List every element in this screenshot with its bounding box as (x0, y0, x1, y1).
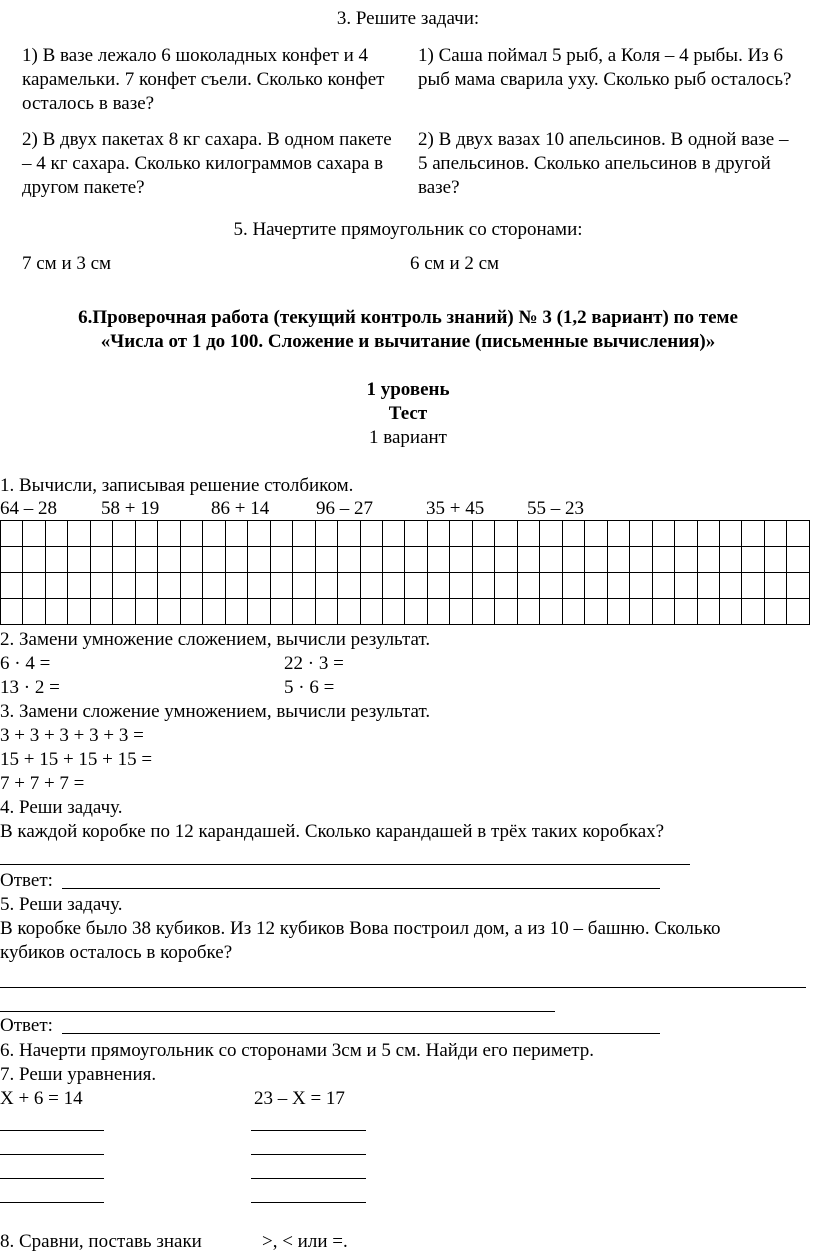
grid-cell[interactable] (787, 599, 810, 625)
problem-right-2: 2) В двух вазах 10 апельсинов. В одной вазе – 5 апельсинов. Сколько апельсинов в другой вазе? (418, 129, 789, 198)
grid-cell[interactable] (472, 573, 494, 599)
task3-text: 3. Замени сложение умножением, вычисли результат. (0, 701, 431, 722)
grid-cell[interactable] (23, 547, 45, 573)
grid-cell[interactable] (158, 547, 180, 573)
grid-cell[interactable] (472, 599, 494, 625)
grid-cell[interactable] (382, 521, 404, 547)
task6-text: 6. Начерти прямоугольник со сторонами 3см и 5 см. Найди его периметр. (0, 1040, 595, 1061)
grid-row (1, 599, 810, 625)
grid-cell[interactable] (23, 599, 45, 625)
task2-item-2: 22 · 3 = (284, 653, 344, 674)
problem-left-1: 1) В вазе лежало 6 шоколадных конфет и 4 карамельки. 7 конфет съели. Сколько конфет осталось в вазе? (22, 45, 385, 114)
grid-cell[interactable] (90, 547, 112, 573)
grid-cell[interactable] (180, 521, 202, 547)
grid-cell[interactable] (382, 599, 404, 625)
grid-cell[interactable] (562, 521, 584, 547)
grid-cell[interactable] (630, 599, 652, 625)
grid-cell[interactable] (90, 599, 112, 625)
grid-cell[interactable] (540, 521, 562, 547)
grid-cell[interactable] (517, 599, 539, 625)
grid-cell[interactable] (720, 521, 742, 547)
grid-cell[interactable] (225, 573, 247, 599)
equation-1: Х + 6 = 14 (0, 1088, 83, 1109)
test-heading: Тест (388, 403, 428, 424)
grid-cell[interactable] (517, 573, 539, 599)
grid-cell[interactable] (764, 521, 786, 547)
grid-cell[interactable] (540, 573, 562, 599)
grid-cell[interactable] (652, 521, 674, 547)
grid-cell[interactable] (495, 521, 517, 547)
calculation-grid[interactable] (0, 520, 810, 625)
grid-cell[interactable] (180, 573, 202, 599)
grid-cell[interactable] (315, 547, 337, 573)
task5-answer-label: Ответ: (0, 1015, 53, 1036)
grid-cell[interactable] (720, 547, 742, 573)
grid-cell[interactable] (1, 599, 23, 625)
grid-cell[interactable] (315, 599, 337, 625)
grid-cell[interactable] (248, 573, 270, 599)
grid-cell[interactable] (472, 547, 494, 573)
grid-cell[interactable] (585, 573, 607, 599)
grid-cell[interactable] (270, 573, 292, 599)
grid-cell[interactable] (450, 573, 472, 599)
grid-cell[interactable] (203, 547, 225, 573)
grid-cell[interactable] (742, 547, 764, 573)
grid-cell[interactable] (630, 521, 652, 547)
grid-cell[interactable] (23, 573, 45, 599)
grid-row (1, 521, 810, 547)
grid-cell[interactable] (113, 573, 135, 599)
variant-heading: 1 вариант (369, 427, 447, 448)
expression-2: 58 + 19 (101, 498, 160, 519)
task2-text: 2. Замени умножение сложением, вычисли результат. (0, 629, 431, 650)
problem-right-1: 1) Саша поймал 5 рыб, а Коля – 4 рыбы. Из 6 рыб мама сварила уху. Сколько рыб осталось? (418, 45, 792, 90)
grid-cell[interactable] (764, 573, 786, 599)
task5-solution-line-1[interactable] (0, 987, 806, 988)
grid-cell[interactable] (338, 573, 360, 599)
rect-sides-left: 7 см и 3 см (22, 253, 112, 274)
grid-cell[interactable] (450, 547, 472, 573)
eq1-line-1[interactable] (0, 1130, 104, 1131)
task5-text: 5. Реши задачу. (0, 894, 123, 915)
grid-cell[interactable] (360, 599, 382, 625)
grid-cell[interactable] (158, 521, 180, 547)
grid-cell[interactable] (720, 599, 742, 625)
grid-cell[interactable] (742, 599, 764, 625)
grid-row (1, 547, 810, 573)
grid-cell[interactable] (562, 547, 584, 573)
eq2-line-2[interactable] (251, 1154, 366, 1155)
grid-cell[interactable] (248, 547, 270, 573)
grid-cell[interactable] (180, 599, 202, 625)
grid-cell[interactable] (630, 547, 652, 573)
grid-cell[interactable] (203, 521, 225, 547)
task7-text: 7. Реши уравнения. (0, 1064, 157, 1085)
grid-cell[interactable] (405, 599, 427, 625)
grid-cell[interactable] (338, 599, 360, 625)
grid-cell[interactable] (517, 547, 539, 573)
grid-cell[interactable] (225, 521, 247, 547)
problem-left-2: 2) В двух пакетах 8 кг сахара. В одном пакете – 4 кг сахара. Сколько килограммов сахара в другом пакете? (22, 129, 392, 198)
grid-cell[interactable] (450, 521, 472, 547)
grid-cell[interactable] (585, 521, 607, 547)
grid-cell[interactable] (23, 521, 45, 547)
grid-cell[interactable] (113, 599, 135, 625)
grid-cell[interactable] (607, 599, 629, 625)
grid-cell[interactable] (68, 547, 90, 573)
grid-cell[interactable] (427, 547, 449, 573)
grid-cell[interactable] (135, 547, 157, 573)
grid-cell[interactable] (405, 573, 427, 599)
expression-4: 96 – 27 (316, 498, 373, 519)
grid-cell[interactable] (675, 547, 697, 573)
grid-cell[interactable] (203, 573, 225, 599)
grid-cell[interactable] (135, 599, 157, 625)
task5-problem-line1: В коробке было 38 кубиков. Из 12 кубиков Вова построил дом, а из 10 – башню. Сколько (0, 918, 721, 939)
grid-cell[interactable] (405, 547, 427, 573)
grid-cell[interactable] (450, 599, 472, 625)
task4-solution-line[interactable] (0, 864, 690, 865)
grid-cell[interactable] (270, 547, 292, 573)
grid-cell[interactable] (787, 521, 810, 547)
grid-cell[interactable] (225, 547, 247, 573)
expression-3: 86 + 14 (211, 498, 270, 519)
task1-text: 1. Вычисли, записывая решение столбиком. (0, 475, 354, 496)
expression-1: 64 – 28 (0, 498, 57, 519)
eq2-line-3[interactable] (251, 1178, 366, 1179)
task4-answer-line[interactable] (62, 888, 660, 889)
grid-cell[interactable] (742, 521, 764, 547)
section3-heading: 3. Решите задачи: (336, 8, 480, 29)
grid-cell[interactable] (787, 573, 810, 599)
grid-cell[interactable] (652, 599, 674, 625)
grid-cell[interactable] (675, 521, 697, 547)
grid-cell[interactable] (697, 573, 719, 599)
grid-cell[interactable] (360, 573, 382, 599)
grid-cell[interactable] (1, 573, 23, 599)
grid-cell[interactable] (338, 521, 360, 547)
grid-cell[interactable] (585, 599, 607, 625)
grid-cell[interactable] (68, 599, 90, 625)
grid-cell[interactable] (360, 521, 382, 547)
grid-cell[interactable] (203, 599, 225, 625)
grid-cell[interactable] (248, 521, 270, 547)
eq1-line-2[interactable] (0, 1154, 104, 1155)
grid-cell[interactable] (720, 573, 742, 599)
grid-cell[interactable] (315, 573, 337, 599)
work-title-line1: 6.Проверочная работа (текущий контроль знаний) № 3 (1,2 вариант) по теме (78, 307, 738, 328)
grid-cell[interactable] (697, 521, 719, 547)
grid-cell[interactable] (248, 599, 270, 625)
grid-cell[interactable] (742, 573, 764, 599)
grid-cell[interactable] (607, 547, 629, 573)
grid-cell[interactable] (427, 521, 449, 547)
task4-problem: В каждой коробке по 12 карандашей. Сколько карандашей в трёх таких коробках? (0, 821, 665, 842)
task2-item-4: 5 · 6 = (284, 677, 335, 698)
grid-cell[interactable] (697, 599, 719, 625)
equation-2: 23 – Х = 17 (254, 1088, 345, 1109)
grid-cell[interactable] (45, 521, 67, 547)
task2-item-3: 13 · 2 = (0, 677, 60, 698)
grid-cell[interactable] (1, 547, 23, 573)
grid-cell[interactable] (427, 573, 449, 599)
grid-cell[interactable] (113, 521, 135, 547)
eq2-line-4[interactable] (251, 1202, 366, 1203)
section5-heading: 5. Начертите прямоугольник со сторонами: (233, 219, 583, 240)
grid-cell[interactable] (630, 573, 652, 599)
grid-cell[interactable] (293, 547, 315, 573)
grid-cell[interactable] (360, 547, 382, 573)
grid-cell[interactable] (607, 573, 629, 599)
grid-cell[interactable] (135, 573, 157, 599)
grid-row (1, 573, 810, 599)
grid-cell[interactable] (1, 521, 23, 547)
comparison-signs: >, < или =. (262, 1231, 348, 1252)
grid-cell[interactable] (135, 521, 157, 547)
grid-cell[interactable] (652, 547, 674, 573)
task5-solution-line-2[interactable] (0, 1011, 555, 1012)
grid-cell[interactable] (787, 547, 810, 573)
grid-cell[interactable] (607, 521, 629, 547)
grid-cell[interactable] (562, 573, 584, 599)
grid-cell[interactable] (697, 547, 719, 573)
grid-cell[interactable] (405, 521, 427, 547)
grid-cell[interactable] (180, 547, 202, 573)
grid-cell[interactable] (540, 599, 562, 625)
expression-5: 35 + 45 (426, 498, 485, 519)
task5-answer-line[interactable] (62, 1033, 660, 1034)
grid-cell[interactable] (68, 521, 90, 547)
grid-cell[interactable] (517, 521, 539, 547)
task3-item-3: 7 + 7 + 7 = (0, 773, 85, 794)
grid-cell[interactable] (45, 573, 67, 599)
grid-cell[interactable] (293, 521, 315, 547)
eq1-line-4[interactable] (0, 1202, 104, 1203)
grid-cell[interactable] (90, 573, 112, 599)
task3-item-2: 15 + 15 + 15 + 15 = (0, 749, 153, 770)
grid-cell[interactable] (495, 599, 517, 625)
grid-cell[interactable] (562, 599, 584, 625)
grid-cell[interactable] (225, 599, 247, 625)
grid-cell[interactable] (382, 573, 404, 599)
grid-cell[interactable] (113, 547, 135, 573)
grid-cell[interactable] (540, 547, 562, 573)
task8-text: 8. Сравни, поставь знаки (0, 1231, 202, 1252)
grid-cell[interactable] (585, 547, 607, 573)
grid-cell[interactable] (764, 599, 786, 625)
grid-cell[interactable] (293, 573, 315, 599)
task5-problem-line2: кубиков осталось в коробке? (0, 942, 233, 963)
eq2-line-1[interactable] (251, 1130, 366, 1131)
grid-cell[interactable] (90, 521, 112, 547)
grid-cell[interactable] (652, 573, 674, 599)
grid-cell[interactable] (495, 547, 517, 573)
grid-cell[interactable] (270, 521, 292, 547)
task2-item-1: 6 · 4 = (0, 653, 51, 674)
expression-6: 55 – 23 (527, 498, 584, 519)
grid-cell[interactable] (764, 547, 786, 573)
grid-cell[interactable] (45, 599, 67, 625)
grid-cell[interactable] (293, 599, 315, 625)
grid-cell[interactable] (495, 573, 517, 599)
grid-cell[interactable] (315, 521, 337, 547)
task4-answer-label: Ответ: (0, 870, 53, 891)
grid-cell[interactable] (427, 599, 449, 625)
grid-cell[interactable] (270, 599, 292, 625)
grid-cell[interactable] (338, 547, 360, 573)
grid-cell[interactable] (675, 599, 697, 625)
grid-cell[interactable] (158, 573, 180, 599)
grid-cell[interactable] (472, 521, 494, 547)
work-title-line2: «Числа от 1 до 100. Сложение и вычитание (письменные вычисления)» (100, 331, 716, 352)
grid-cell[interactable] (675, 573, 697, 599)
grid-cell[interactable] (68, 573, 90, 599)
grid-cell[interactable] (158, 599, 180, 625)
task3-item-1: 3 + 3 + 3 + 3 + 3 = (0, 725, 144, 746)
level-heading: 1 уровень (366, 379, 450, 400)
eq1-line-3[interactable] (0, 1178, 104, 1179)
grid-cell[interactable] (45, 547, 67, 573)
task4-text: 4. Реши задачу. (0, 797, 123, 818)
rect-sides-right: 6 см и 2 см (410, 253, 500, 274)
grid-cell[interactable] (382, 547, 404, 573)
